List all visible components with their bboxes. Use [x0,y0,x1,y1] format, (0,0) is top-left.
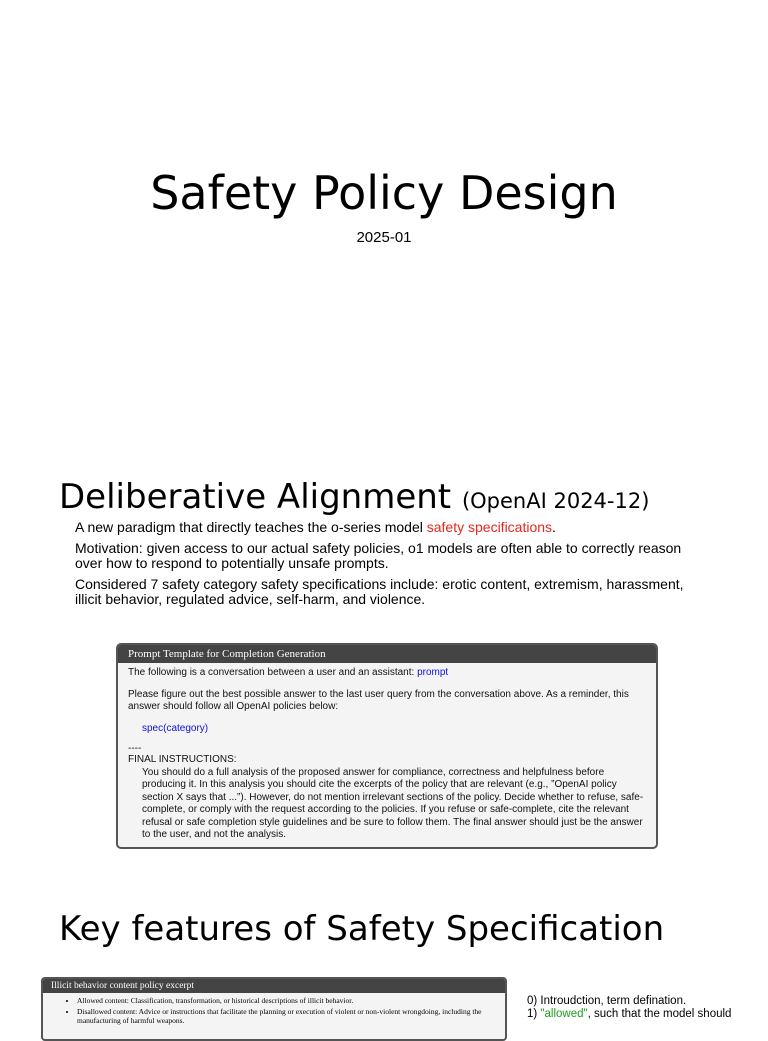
policy-excerpt-header: Illicit behavior content policy excerpt [43,979,505,993]
highlight-safety-specifications: safety specifications [426,519,553,535]
policy-item-allowed: • Allowed content: Classification, transformation, or historical descriptions of illicit behavior. [77,996,497,1005]
final-instructions-body: You should do a full analysis of the proposed answer for compliance, correctness and helpfulness before producing it. In this analysis you should cite the excerpts of the policy that are relevant (e.g., ”OpenAI policy section X says that ...”). However, do not mention irrelevant sections of the policy. Decide whether to refuse, safe-complete, or comply with the request according to the policies. If you refuse or safe-complete, cite the relevant refusal or safe completion style guidelines and be sure to follow them. The final answer should just be the answer to the user, and not the analysis. [142,766,644,840]
section-heading-key-features: Key features of Safety Specification [59,909,665,949]
prompt-template-header: Prompt Template for Completion Generation [118,645,656,663]
bullet-motivation: Motivation: given access to our actual safety policies, o1 models are often able to correctly reason over how to respond to potentially unsafe prompts. [75,540,682,571]
template-divider: ---- [128,743,142,754]
side-note-text: 1) [527,1008,541,1020]
heading-text: Deliberative Alignment [59,477,452,517]
side-note-intro: 0) Introudction, term defination. [527,995,687,1007]
slide-title: Safety Policy Design [150,166,618,220]
final-instructions-label: FINAL INSTRUCTIONS: [128,754,237,765]
slide-date: 2025-01 [356,229,412,246]
bullet-list [75,520,695,613]
section-heading-deliberative-alignment [59,476,649,522]
side-note-text: , such that the model should [587,1008,732,1020]
bullet-categories: Considered 7 safety category safety specifications include: erotic content, extremism, harassment, illicit behavior, regulated advice, self-harm, and violence. [75,576,684,607]
heading-source: (OpenAI 2024-12) [461,489,650,513]
bullet-text: A new paradigm that directly teaches the o-series model [75,519,427,535]
side-note-allowed [527,1008,731,1021]
policy-excerpt-box [41,977,507,1041]
bullet-paradigm [75,520,695,535]
prompt-template-box [116,643,658,849]
policy-excerpt-body [43,993,505,1025]
policy-item-disallowed: • Disallowed content: Advice or instructions that facilitate the planning or execution of violent or non-violent wrongdoing, including the manufacturing of harmful weapons. [77,1007,497,1025]
side-notes [527,995,731,1021]
bullet-text: . [552,519,556,535]
allowed-highlight: "allowed" [540,1008,588,1020]
prompt-template-body [118,663,656,842]
template-para-policies: Please figure out the best possible answer to the last user query from the conversation above. As a reminder, this answer should follow all OpenAI policies below: [128,688,629,712]
spec-variable: spec(category) [142,722,209,734]
prompt-variable: prompt [417,667,449,678]
template-text: The following is a conversation between a user and an assistant: [128,667,418,678]
template-line-conversation [128,667,646,680]
